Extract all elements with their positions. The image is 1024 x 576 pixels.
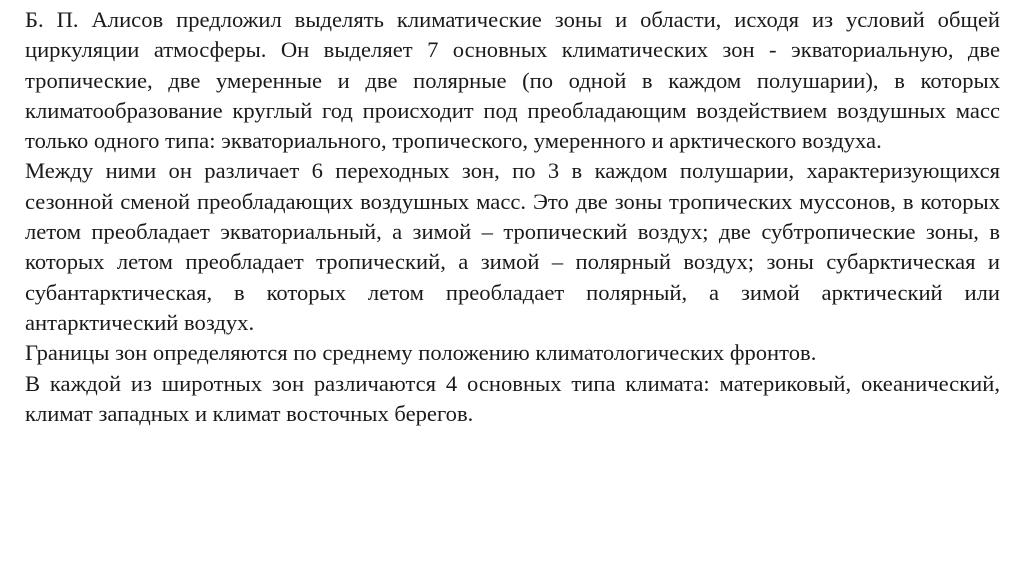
paragraph-zone-boundaries: Границы зон определяются по среднему положению климатологических фронтов. <box>25 340 817 366</box>
paragraph-climate-types: В каждой из широтных зон различаются 4 основных типа климата: материковый, океанический, климат западных и климат восточных берегов. <box>25 370 1000 426</box>
paragraph-zones-intro: Б. П. Алисов предложил выделять климатические зоны и области, исходя из условий общей циркуляции атмосферы. Он выделяет 7 основных климатических зон - экваториальную, две тропические, две умеренные и две полярные (по одной в каждом полушарии), в которых климатообразование круглый год происходит под преобладающим воздействием воздушных масс только одного типа: экваториального, тропического, умеренного и арктического воздуха. <box>25 7 1000 154</box>
text-body <box>25 5 1000 429</box>
paragraph-transitional-zones: Между ними он различает 6 переходных зон, по 3 в каждом полушарии, характеризующихся сезонной сменой преобладающих воздушных масс. Это две зоны тропических муссонов, в которых летом преобладает экваториальный, а зимой – тропический воздух; две субтропические зоны, в которых летом преобладает тропический, а зимой – полярный воздух; зоны субарктическая и субантарктическая, в которых летом преобладает полярный, а зимой арктический или антарктический воздух. <box>25 158 1000 335</box>
